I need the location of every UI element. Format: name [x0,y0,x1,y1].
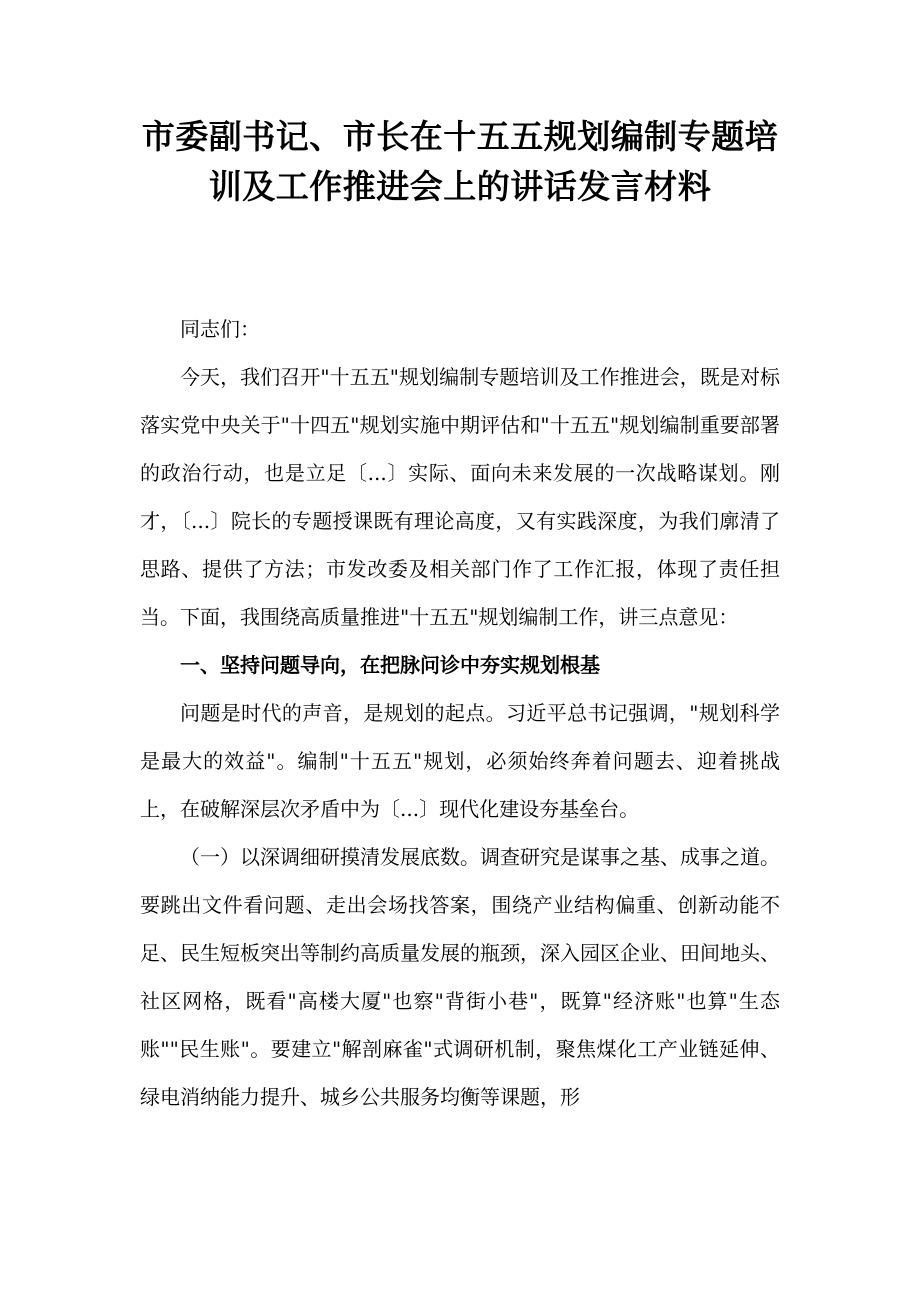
intro-paragraph: 今天，我们召开"十五五"规划编制专题培训及工作推进会，既是对标落实党中央关于"十四五"规划实施中期评估和"十五五"规划编制重要部署的政治行动，也是立足〔...〕实际、面向未来发展的一次战略谋划。刚才，〔...〕院长的专题授课既有理论高度，又有实践深度，为我们廓清了思路、提供了方法；市发改委及相关部门作了工作汇报，体现了责任担当。下面，我围绕高质量推进"十五五"规划编制工作，讲三点意见： [140,365,780,629]
salutation: 同志们： [180,317,260,341]
title-line-1: 市委副书记、市长在十五五规划编制专题培 [141,117,779,156]
section-1-paragraph: 问题是时代的声音，是规划的起点。习近平总书记强调，"规划科学是最大的效益"。编制"十五五"规划，必须始终奔着问题去、迎着挑战上，在破解深层次矛盾中为〔...〕现代化建设夯基垒台。 [140,701,780,821]
document-title [100,112,820,212]
title-line-2: 训及工作推进会上的讲话发言材料 [208,167,712,206]
section-heading-1: 一、坚持问题导向，在把脉问诊中夯实规划根基 [180,653,600,677]
subsection-1-paragraph: （一）以深调细研摸清发展底数。调查研究是谋事之基、成事之道。要跳出文件看问题、走出会场找答案，围绕产业结构偏重、创新动能不足、民生短板突出等制约高质量发展的瓶颈，深入园区企业、田间地头、社区网格，既看"高楼大厦"也察"背街小巷"，既算"经济账"也算"生态账""民生账"。要建立"解剖麻雀"式调研机制，聚焦煤化工产业链延伸、绿电消纳能力提升、城乡公共服务均衡等课题，形 [140,845,780,1109]
document-body [140,305,780,1121]
